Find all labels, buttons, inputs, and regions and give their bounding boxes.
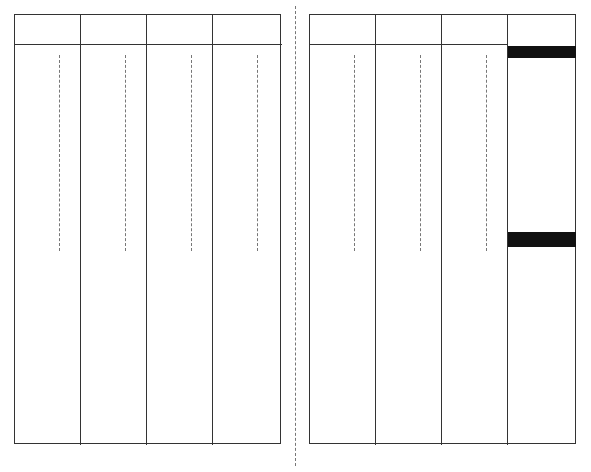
day-column-mon (15, 15, 81, 445)
weekly-summary-header (508, 232, 576, 247)
menu-divider (59, 55, 60, 251)
schedule-area (310, 45, 375, 255)
menu-divider (486, 55, 487, 251)
day-header (442, 15, 507, 45)
left-page (14, 14, 281, 444)
note-area[interactable] (508, 58, 576, 232)
day-column-tue (81, 15, 147, 445)
schedule-area (15, 45, 80, 255)
day-column-sun (442, 15, 508, 445)
schedule-area (213, 45, 282, 255)
day-header (147, 15, 212, 45)
menu-divider (420, 55, 421, 251)
weekly-summary-column (508, 15, 576, 445)
day-header (81, 15, 146, 45)
day-column-wed (147, 15, 213, 445)
day-header (15, 15, 80, 45)
menu-divider (354, 55, 355, 251)
day-column-thu (213, 15, 282, 445)
menu-divider (257, 55, 258, 251)
schedule-area (147, 45, 212, 255)
day-header (376, 15, 441, 45)
menu-divider (191, 55, 192, 251)
right-page (309, 14, 576, 444)
menu-divider (125, 55, 126, 251)
day-header (310, 15, 375, 45)
day-column-sat (376, 15, 442, 445)
schedule-area (442, 45, 507, 255)
schedule-area (81, 45, 146, 255)
page-spine (295, 6, 296, 466)
day-column-fri (310, 15, 376, 445)
note-header (508, 46, 576, 58)
day-header (213, 15, 282, 45)
schedule-area (376, 45, 441, 255)
